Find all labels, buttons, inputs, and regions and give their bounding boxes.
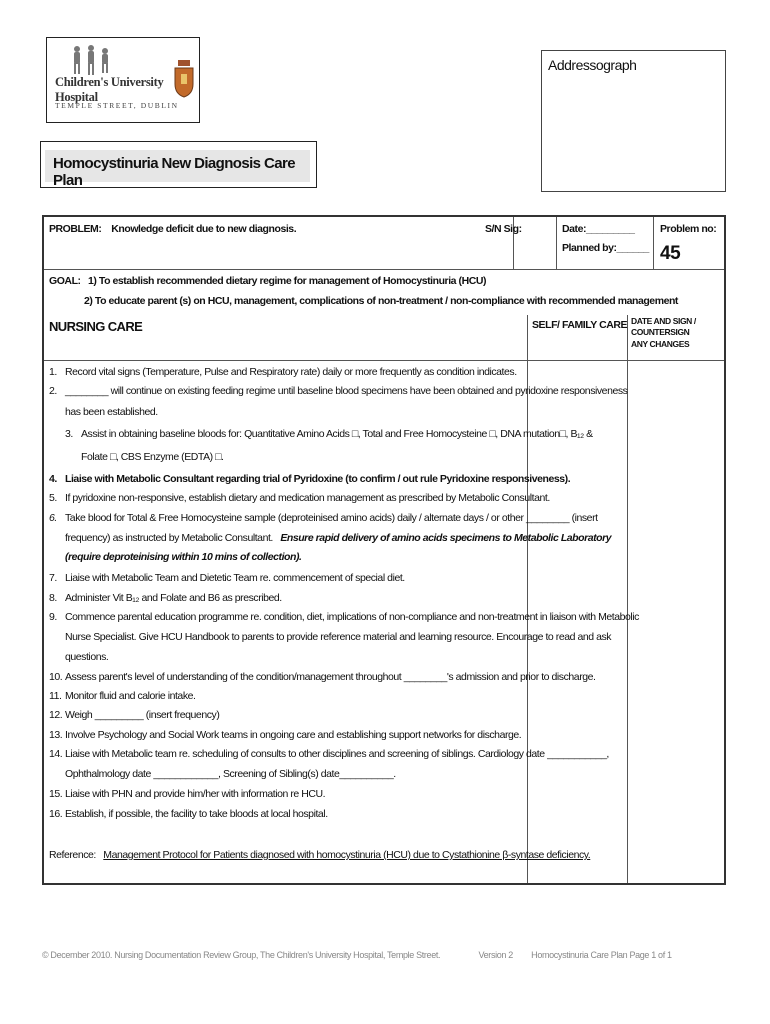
logo-hospital-name: Children's University Hospital bbox=[55, 75, 164, 104]
footer-version: Version 2 bbox=[478, 950, 513, 960]
goal-line-1: GOAL: 1) To establish recommended dietary regime for management of Homocystinuria (HCU) bbox=[49, 275, 487, 287]
footer-page-number: Homocystinuria Care Plan Page 1 of 1 bbox=[531, 950, 672, 960]
list-item: 3. Assist in obtaining baseline bloods for: Quantitative Amino Acids □, Total and Free Homocysteine □, DNA mutation□, B₁₂ & bbox=[65, 428, 593, 440]
list-item-cont: Ophthalmology date ____________, Screening of Sibling(s) date__________. bbox=[65, 768, 396, 780]
date-sign-header: DATE AND SIGN / COUNTERSIGN ANY CHANGES bbox=[631, 316, 696, 349]
logo-hospital-address: TEMPLE STREET, DUBLIN bbox=[55, 101, 179, 110]
nursing-care-header: NURSING CARE bbox=[49, 319, 143, 334]
footer-copyright: © December 2010. Nursing Documentation Review Group, The Children's University Hospital, Temple Street. bbox=[42, 950, 441, 960]
list-item: 7. Liaise with Metabolic Team and Dietetic Team re. commencement of special diet. bbox=[49, 572, 405, 584]
list-item-cont: frequency) as instructed by Metabolic Consultant. Ensure rapid delivery of amino acids specimens to Metabolic Laboratory bbox=[65, 532, 612, 544]
list-item: 10. Assess parent's level of understanding of the condition/management throughout ________'s admission and prior to discharge. bbox=[49, 671, 596, 683]
list-item: 4. Liaise with Metabolic Consultant regarding trial of Pyridoxine (to confirm / out rule Pyridoxine responsiveness). bbox=[49, 473, 571, 485]
problem-field[interactable] bbox=[49, 223, 296, 236]
goal-label: GOAL: bbox=[49, 275, 81, 287]
page-title: Homocystinuria New Diagnosis Care Plan bbox=[53, 155, 295, 189]
list-item-cont: Nurse Specialist. Give HCU Handbook to parents to provide reference material and learning resource. Encourage to read and ask bbox=[65, 631, 612, 643]
addressograph-box[interactable] bbox=[541, 50, 726, 192]
problem-no-value: 45 bbox=[660, 243, 681, 264]
problem-no-label: Problem no: bbox=[660, 223, 717, 235]
planned-by-field[interactable]: Planned by:______ bbox=[562, 242, 649, 254]
date-field[interactable]: Date:_________ bbox=[562, 223, 635, 235]
sn-sig-field[interactable]: S/N Sig: bbox=[485, 223, 522, 235]
addressograph-label: Addressograph bbox=[548, 57, 637, 73]
list-item-cont: Folate □, CBS Enzyme (EDTA) □. bbox=[81, 451, 224, 463]
problem-label: PROBLEM: bbox=[49, 223, 102, 235]
page-footer bbox=[42, 950, 742, 960]
list-item-cont: (require deproteinising within 10 mins of collection). bbox=[65, 551, 302, 563]
list-item: 11. Monitor fluid and calorie intake. bbox=[49, 690, 196, 702]
problem-text: Knowledge deficit due to new diagnosis. bbox=[111, 223, 297, 235]
list-item: 6. Take blood for Total & Free Homocysteine sample (deproteinised amino acids) daily / alternate days / or other ________ (insert bbox=[49, 512, 598, 524]
self-family-care-header: SELF/ FAMILY CARE bbox=[532, 319, 628, 331]
list-item: 16. Establish, if possible, the facility to take bloods at local hospital. bbox=[49, 808, 328, 820]
list-item-cont: has been established. bbox=[65, 406, 158, 418]
reference-label: Reference: bbox=[49, 849, 96, 861]
reference-link[interactable]: Management Protocol for Patients diagnosed with homocystinuria (HCU) due to Cystathionine β-syntase deficiency. bbox=[103, 849, 591, 861]
hospital-logo bbox=[46, 37, 200, 123]
care-plan-title-box bbox=[40, 141, 317, 188]
children-figures-icon bbox=[69, 44, 113, 76]
list-item: 8. Administer Vit B₁₂ and Folate and B6 as prescribed. bbox=[49, 592, 282, 604]
list-item-cont: questions. bbox=[65, 651, 109, 663]
care-plan-table bbox=[42, 215, 726, 885]
crest-icon bbox=[173, 60, 195, 98]
list-item: 5. If pyridoxine non-responsive, establish dietary and medication management as prescribed by Metabolic Consultant. bbox=[49, 492, 550, 504]
reference-line bbox=[49, 849, 590, 862]
list-item: 13. Involve Psychology and Social Work teams in ongoing care and establishing support networks for discharge. bbox=[49, 729, 522, 741]
list-item: 15. Liaise with PHN and provide him/her with information re HCU. bbox=[49, 788, 326, 800]
list-item: 12. Weigh _________ (insert frequency) bbox=[49, 709, 220, 721]
list-item: 14. Liaise with Metabolic team re. scheduling of consults to other disciplines and screening of siblings. Cardiology date ___________, bbox=[49, 748, 609, 760]
list-item: 9. Commence parental education programme re. condition, diet, implications of non-compliance and non-treatment in liaison with Metabolic bbox=[49, 611, 639, 623]
list-item: 1. Record vital signs (Temperature, Pulse and Respiratory rate) daily or more frequently as condition indicates. bbox=[49, 366, 517, 378]
goal-line-2: 2) To educate parent (s) on HCU, management, complications of non-treatment / non-compliance with recommended management bbox=[84, 295, 678, 307]
list-item: 2. ________ will continue on existing feeding regime until baseline blood specimens have been obtained and pyridoxine responsiveness bbox=[49, 385, 628, 397]
